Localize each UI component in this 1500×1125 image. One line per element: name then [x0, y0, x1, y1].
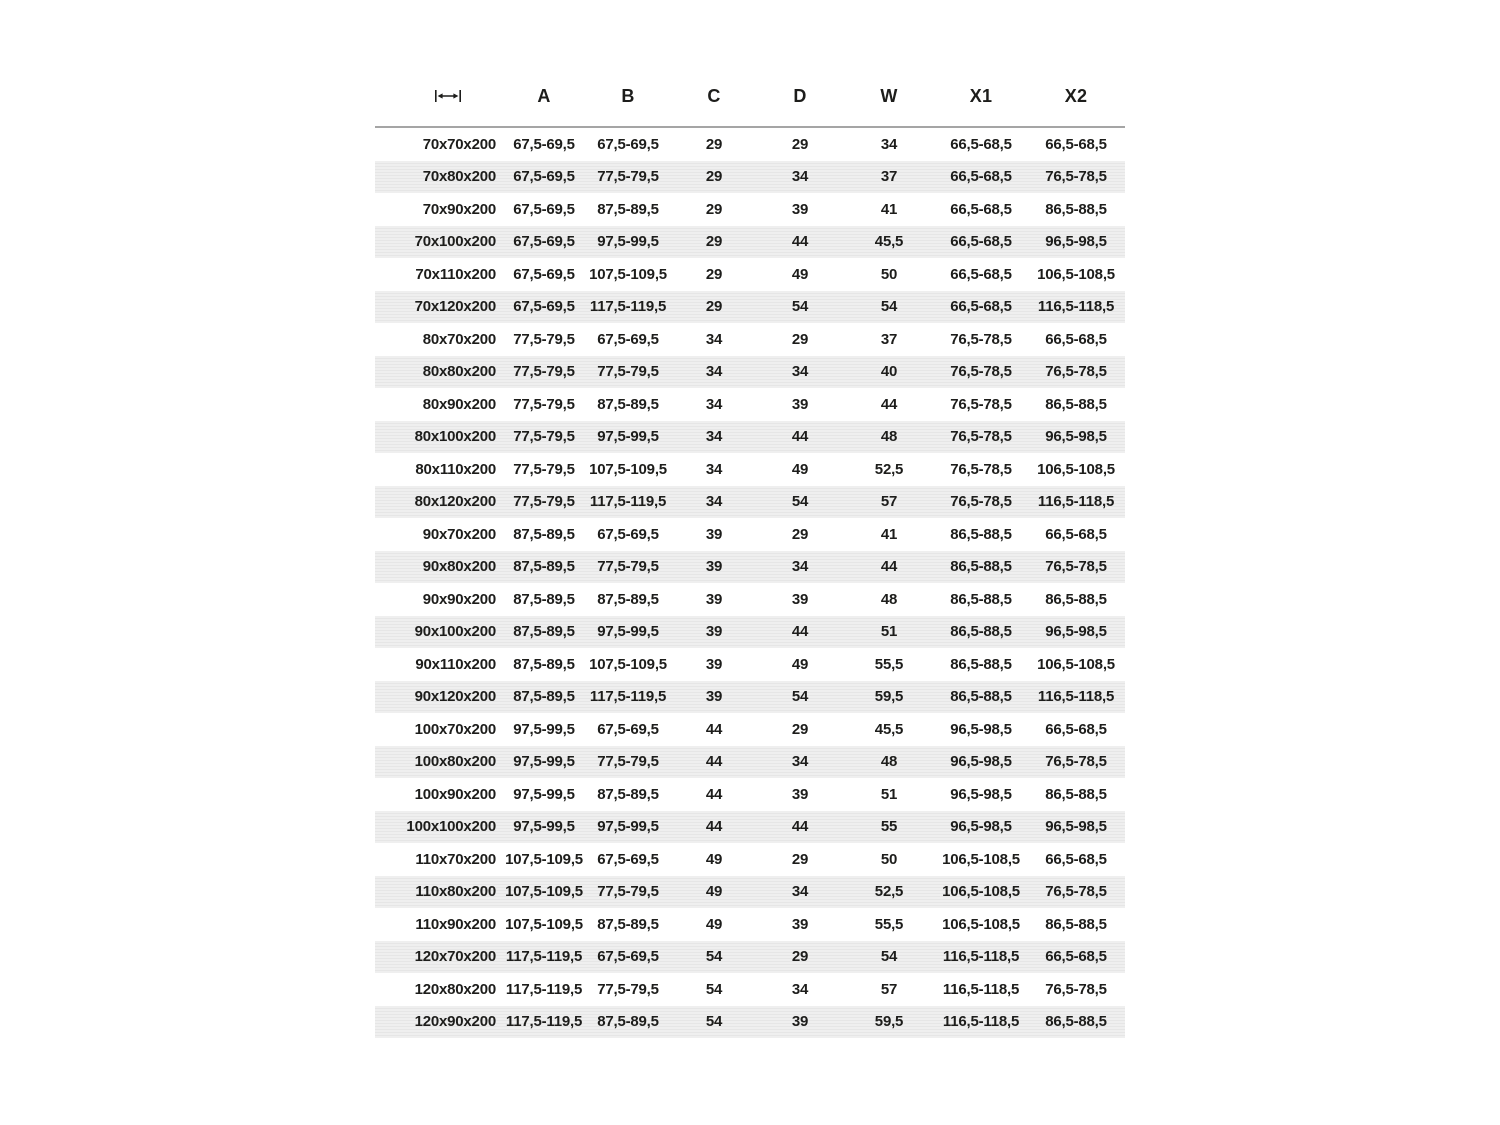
value-cell-b: 87,5-89,5: [597, 590, 659, 608]
value-cell-d: 44: [791, 428, 809, 446]
value-cell-d: 29: [791, 135, 809, 153]
value-cell-a: 67,5-69,5: [513, 135, 575, 153]
table-row: [375, 681, 1125, 714]
value-cell-b: 77,5-79,5: [597, 980, 659, 998]
value-cell-x1: 66,5-68,5: [950, 265, 1012, 283]
value-cell-x2: 76,5-78,5: [1045, 753, 1107, 771]
value-cell-c: 34: [705, 395, 723, 413]
value-cell-w: 55,5: [874, 655, 904, 673]
value-cell-b: 97,5-99,5: [597, 623, 659, 641]
value-cell-x1: 76,5-78,5: [950, 428, 1012, 446]
value-cell-c: 34: [705, 330, 723, 348]
value-cell-w: 40: [880, 363, 898, 381]
value-cell-b: 107,5-109,5: [589, 655, 667, 673]
value-cell-a: 67,5-69,5: [513, 298, 575, 316]
size-cell: 110x90x200: [415, 915, 496, 933]
value-cell-c: 44: [705, 785, 723, 803]
table-row: [375, 908, 1125, 941]
value-cell-a: 107,5-109,5: [505, 883, 583, 901]
value-cell-a: 97,5-99,5: [513, 818, 575, 836]
value-cell-c: 34: [705, 460, 723, 478]
header-col-w: W: [880, 85, 898, 106]
value-cell-w: 48: [880, 590, 898, 608]
value-cell-c: 49: [705, 915, 723, 933]
size-cell: 100x70x200: [414, 720, 496, 738]
value-cell-c: 34: [705, 363, 723, 381]
value-cell-x1: 86,5-88,5: [950, 623, 1012, 641]
value-cell-d: 34: [791, 980, 809, 998]
value-cell-c: 29: [705, 265, 723, 283]
value-cell-c: 44: [705, 720, 723, 738]
table-row: [375, 356, 1125, 389]
table-row: [375, 648, 1125, 681]
value-cell-a: 77,5-79,5: [513, 493, 575, 511]
value-cell-x1: 76,5-78,5: [950, 395, 1012, 413]
table-header: [375, 66, 1125, 126]
value-cell-x2: 76,5-78,5: [1045, 558, 1107, 576]
table-row: [375, 778, 1125, 811]
value-cell-d: 39: [791, 395, 809, 413]
header-col-a: A: [537, 85, 551, 106]
value-cell-x1: 76,5-78,5: [950, 493, 1012, 511]
table-row: [375, 421, 1125, 454]
value-cell-d: 29: [791, 525, 809, 543]
table-row: [375, 486, 1125, 519]
value-cell-d: 34: [791, 753, 809, 771]
value-cell-c: 54: [705, 1013, 723, 1031]
table-row: [375, 291, 1125, 324]
value-cell-w: 50: [880, 265, 898, 283]
value-cell-x2: 86,5-88,5: [1045, 590, 1107, 608]
value-cell-b: 97,5-99,5: [597, 428, 659, 446]
value-cell-a: 77,5-79,5: [513, 460, 575, 478]
value-cell-a: 87,5-89,5: [513, 590, 575, 608]
value-cell-d: 54: [791, 493, 809, 511]
value-cell-a: 87,5-89,5: [513, 623, 575, 641]
table-row: [375, 616, 1125, 649]
size-cell: 90x110x200: [415, 655, 496, 673]
value-cell-b: 107,5-109,5: [589, 265, 667, 283]
size-cell: 100x80x200: [414, 753, 496, 771]
table-row: [375, 226, 1125, 259]
value-cell-c: 29: [705, 135, 723, 153]
value-cell-a: 97,5-99,5: [513, 720, 575, 738]
value-cell-c: 39: [705, 590, 723, 608]
value-cell-w: 41: [880, 525, 898, 543]
value-cell-x1: 66,5-68,5: [950, 298, 1012, 316]
value-cell-x2: 86,5-88,5: [1045, 915, 1107, 933]
value-cell-w: 51: [880, 623, 898, 641]
value-cell-a: 87,5-89,5: [513, 655, 575, 673]
value-cell-x2: 86,5-88,5: [1045, 200, 1107, 218]
value-cell-d: 29: [791, 330, 809, 348]
value-cell-x2: 96,5-98,5: [1045, 233, 1107, 251]
value-cell-c: 29: [705, 298, 723, 316]
value-cell-b: 87,5-89,5: [597, 200, 659, 218]
value-cell-x2: 86,5-88,5: [1045, 395, 1107, 413]
value-cell-x1: 96,5-98,5: [950, 818, 1012, 836]
value-cell-x1: 86,5-88,5: [950, 590, 1012, 608]
size-cell: 80x100x200: [414, 428, 496, 446]
value-cell-a: 117,5-119,5: [505, 980, 583, 998]
value-cell-w: 55: [880, 818, 898, 836]
header-size-cell: [375, 89, 503, 103]
table-row: [375, 193, 1125, 226]
value-cell-x1: 86,5-88,5: [950, 655, 1012, 673]
table-row: [375, 453, 1125, 486]
size-cell: 90x90x200: [422, 590, 496, 608]
value-cell-x1: 76,5-78,5: [950, 460, 1012, 478]
value-cell-b: 117,5-119,5: [589, 298, 667, 316]
value-cell-x1: 66,5-68,5: [950, 200, 1012, 218]
width-dimension-icon: [434, 89, 462, 103]
value-cell-a: 117,5-119,5: [505, 1013, 583, 1031]
value-cell-a: 97,5-99,5: [513, 753, 575, 771]
size-cell: 70x100x200: [414, 233, 496, 251]
value-cell-d: 49: [791, 655, 809, 673]
value-cell-c: 39: [705, 623, 723, 641]
value-cell-b: 67,5-69,5: [597, 330, 659, 348]
value-cell-d: 39: [791, 785, 809, 803]
value-cell-x1: 106,5-108,5: [942, 915, 1020, 933]
value-cell-d: 29: [791, 948, 809, 966]
table-row: [375, 323, 1125, 356]
value-cell-d: 49: [791, 265, 809, 283]
value-cell-d: 29: [791, 720, 809, 738]
value-cell-b: 77,5-79,5: [597, 883, 659, 901]
value-cell-c: 39: [705, 525, 723, 543]
value-cell-c: 29: [705, 200, 723, 218]
value-cell-w: 59,5: [874, 688, 904, 706]
value-cell-b: 67,5-69,5: [597, 720, 659, 738]
value-cell-w: 51: [880, 785, 898, 803]
table-row: [375, 941, 1125, 974]
value-cell-d: 44: [791, 233, 809, 251]
size-cell: 110x70x200: [415, 850, 496, 868]
value-cell-b: 97,5-99,5: [597, 818, 659, 836]
value-cell-w: 37: [880, 330, 898, 348]
value-cell-x1: 96,5-98,5: [950, 720, 1012, 738]
value-cell-b: 97,5-99,5: [597, 233, 659, 251]
table-row: [375, 713, 1125, 746]
size-cell: 80x110x200: [415, 460, 496, 478]
value-cell-x2: 76,5-78,5: [1045, 980, 1107, 998]
value-cell-x1: 76,5-78,5: [950, 363, 1012, 381]
value-cell-w: 48: [880, 753, 898, 771]
value-cell-w: 44: [880, 558, 898, 576]
size-cell: 80x90x200: [422, 395, 496, 413]
size-cell: 70x90x200: [422, 200, 496, 218]
value-cell-c: 29: [705, 168, 723, 186]
table-row: [375, 811, 1125, 844]
value-cell-d: 34: [791, 363, 809, 381]
value-cell-x1: 86,5-88,5: [950, 525, 1012, 543]
value-cell-x2: 106,5-108,5: [1037, 460, 1115, 478]
value-cell-c: 54: [705, 980, 723, 998]
value-cell-x1: 86,5-88,5: [950, 558, 1012, 576]
value-cell-c: 39: [705, 558, 723, 576]
size-cell: 120x80x200: [414, 980, 496, 998]
header-col-b: B: [621, 85, 635, 106]
value-cell-x2: 106,5-108,5: [1037, 655, 1115, 673]
header-col-c: C: [707, 85, 721, 106]
value-cell-b: 107,5-109,5: [589, 460, 667, 478]
value-cell-x1: 66,5-68,5: [950, 168, 1012, 186]
value-cell-a: 117,5-119,5: [505, 948, 583, 966]
size-cell: 80x120x200: [414, 493, 496, 511]
value-cell-c: 49: [705, 883, 723, 901]
table-row: [375, 258, 1125, 291]
value-cell-w: 45,5: [874, 233, 904, 251]
value-cell-w: 50: [880, 850, 898, 868]
value-cell-b: 87,5-89,5: [597, 395, 659, 413]
value-cell-x1: 96,5-98,5: [950, 785, 1012, 803]
size-cell: 90x80x200: [422, 558, 496, 576]
value-cell-x2: 76,5-78,5: [1045, 363, 1107, 381]
value-cell-w: 55,5: [874, 915, 904, 933]
value-cell-b: 77,5-79,5: [597, 558, 659, 576]
value-cell-a: 77,5-79,5: [513, 363, 575, 381]
size-cell: 70x70x200: [422, 135, 496, 153]
value-cell-x2: 116,5-118,5: [1037, 298, 1115, 316]
value-cell-w: 44: [880, 395, 898, 413]
value-cell-w: 54: [880, 298, 898, 316]
value-cell-c: 44: [705, 753, 723, 771]
value-cell-b: 87,5-89,5: [597, 785, 659, 803]
value-cell-x2: 66,5-68,5: [1045, 330, 1107, 348]
value-cell-b: 117,5-119,5: [589, 493, 667, 511]
value-cell-c: 34: [705, 493, 723, 511]
value-cell-w: 52,5: [874, 883, 904, 901]
value-cell-w: 34: [880, 135, 898, 153]
value-cell-d: 39: [791, 915, 809, 933]
value-cell-a: 107,5-109,5: [505, 915, 583, 933]
value-cell-w: 41: [880, 200, 898, 218]
value-cell-c: 49: [705, 850, 723, 868]
value-cell-x1: 116,5-118,5: [942, 980, 1020, 998]
value-cell-b: 117,5-119,5: [589, 688, 667, 706]
value-cell-a: 87,5-89,5: [513, 688, 575, 706]
table-row: [375, 388, 1125, 421]
value-cell-x1: 116,5-118,5: [942, 948, 1020, 966]
size-cell: 70x110x200: [415, 265, 496, 283]
value-cell-x1: 106,5-108,5: [942, 883, 1020, 901]
table-row: [375, 746, 1125, 779]
value-cell-b: 67,5-69,5: [597, 948, 659, 966]
table-row: [375, 551, 1125, 584]
value-cell-b: 77,5-79,5: [597, 168, 659, 186]
value-cell-a: 67,5-69,5: [513, 265, 575, 283]
size-cell: 90x100x200: [414, 623, 496, 641]
value-cell-c: 39: [705, 655, 723, 673]
value-cell-d: 34: [791, 168, 809, 186]
size-cell: 80x80x200: [422, 363, 496, 381]
size-cell: 100x100x200: [406, 818, 496, 836]
value-cell-d: 39: [791, 1013, 809, 1031]
value-cell-a: 87,5-89,5: [513, 525, 575, 543]
value-cell-d: 39: [791, 590, 809, 608]
value-cell-b: 77,5-79,5: [597, 753, 659, 771]
value-cell-b: 67,5-69,5: [597, 135, 659, 153]
value-cell-d: 34: [791, 883, 809, 901]
value-cell-c: 34: [705, 428, 723, 446]
value-cell-c: 54: [705, 948, 723, 966]
value-cell-d: 54: [791, 298, 809, 316]
value-cell-a: 87,5-89,5: [513, 558, 575, 576]
table-row: [375, 1006, 1125, 1039]
value-cell-w: 48: [880, 428, 898, 446]
value-cell-x1: 106,5-108,5: [942, 850, 1020, 868]
value-cell-w: 37: [880, 168, 898, 186]
value-cell-x1: 66,5-68,5: [950, 135, 1012, 153]
dimensions-table: [375, 66, 1125, 1038]
size-cell: 80x70x200: [422, 330, 496, 348]
value-cell-d: 49: [791, 460, 809, 478]
value-cell-c: 29: [705, 233, 723, 251]
value-cell-x2: 66,5-68,5: [1045, 135, 1107, 153]
size-cell: 90x120x200: [414, 688, 496, 706]
table-row: [375, 518, 1125, 551]
value-cell-x2: 116,5-118,5: [1037, 688, 1115, 706]
size-cell: 120x90x200: [414, 1013, 496, 1031]
value-cell-b: 87,5-89,5: [597, 915, 659, 933]
header-col-d: D: [793, 85, 807, 106]
value-cell-a: 107,5-109,5: [505, 850, 583, 868]
value-cell-w: 57: [880, 980, 898, 998]
value-cell-w: 57: [880, 493, 898, 511]
value-cell-c: 44: [705, 818, 723, 836]
value-cell-a: 77,5-79,5: [513, 330, 575, 348]
value-cell-w: 54: [880, 948, 898, 966]
value-cell-x2: 66,5-68,5: [1045, 525, 1107, 543]
size-cell: 120x70x200: [414, 948, 496, 966]
value-cell-x2: 96,5-98,5: [1045, 623, 1107, 641]
size-cell: 110x80x200: [415, 883, 496, 901]
value-cell-b: 87,5-89,5: [597, 1013, 659, 1031]
value-cell-a: 67,5-69,5: [513, 200, 575, 218]
value-cell-b: 77,5-79,5: [597, 363, 659, 381]
value-cell-x2: 76,5-78,5: [1045, 168, 1107, 186]
size-cell: 100x90x200: [414, 785, 496, 803]
value-cell-d: 34: [791, 558, 809, 576]
value-cell-x1: 66,5-68,5: [950, 233, 1012, 251]
size-cell: 90x70x200: [422, 525, 496, 543]
value-cell-x1: 116,5-118,5: [942, 1013, 1020, 1031]
table-row: [375, 583, 1125, 616]
value-cell-a: 77,5-79,5: [513, 428, 575, 446]
value-cell-x2: 106,5-108,5: [1037, 265, 1115, 283]
value-cell-w: 45,5: [874, 720, 904, 738]
value-cell-x2: 86,5-88,5: [1045, 785, 1107, 803]
value-cell-c: 39: [705, 688, 723, 706]
value-cell-x2: 96,5-98,5: [1045, 818, 1107, 836]
table-row: [375, 876, 1125, 909]
value-cell-x1: 76,5-78,5: [950, 330, 1012, 348]
value-cell-d: 44: [791, 818, 809, 836]
header-col-x1: X1: [969, 85, 993, 106]
value-cell-b: 67,5-69,5: [597, 525, 659, 543]
value-cell-x2: 86,5-88,5: [1045, 1013, 1107, 1031]
table-body: [375, 128, 1125, 1038]
value-cell-a: 67,5-69,5: [513, 233, 575, 251]
value-cell-b: 67,5-69,5: [597, 850, 659, 868]
value-cell-d: 44: [791, 623, 809, 641]
value-cell-w: 59,5: [874, 1013, 904, 1031]
value-cell-a: 67,5-69,5: [513, 168, 575, 186]
value-cell-d: 29: [791, 850, 809, 868]
value-cell-x2: 76,5-78,5: [1045, 883, 1107, 901]
header-col-x2: X2: [1064, 85, 1088, 106]
value-cell-x1: 86,5-88,5: [950, 688, 1012, 706]
value-cell-x1: 96,5-98,5: [950, 753, 1012, 771]
value-cell-w: 52,5: [874, 460, 904, 478]
table-row: [375, 843, 1125, 876]
value-cell-x2: 96,5-98,5: [1045, 428, 1107, 446]
value-cell-d: 39: [791, 200, 809, 218]
table-row: [375, 128, 1125, 161]
table-row: [375, 973, 1125, 1006]
value-cell-d: 54: [791, 688, 809, 706]
value-cell-x2: 66,5-68,5: [1045, 948, 1107, 966]
size-cell: 70x80x200: [422, 168, 496, 186]
table-row: [375, 161, 1125, 194]
size-cell: 70x120x200: [414, 298, 496, 316]
value-cell-x2: 66,5-68,5: [1045, 720, 1107, 738]
value-cell-a: 77,5-79,5: [513, 395, 575, 413]
value-cell-x2: 66,5-68,5: [1045, 850, 1107, 868]
value-cell-x2: 116,5-118,5: [1037, 493, 1115, 511]
value-cell-a: 97,5-99,5: [513, 785, 575, 803]
